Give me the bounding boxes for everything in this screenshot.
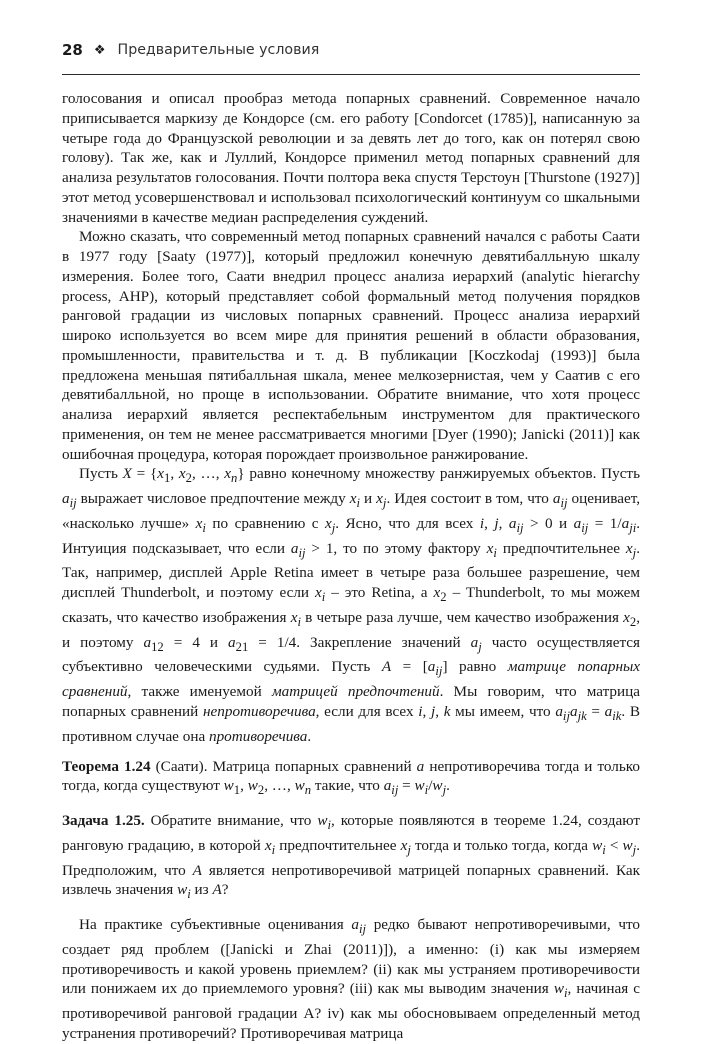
paragraph-3: Пусть $X = \{x_1$, $x_2$, …, $x_n$} равно конечному множеству ранжируемых объектов. Пусть $a_{ij}$ выражает числовое предпочтение между $x_i$ и $x_j$. Идея состоит в том, что $a_{ij}$ оценивает, «насколько лучше» $x_i$ по сравнению с $x_j$. Ясно, что для всех i, j, $a_{ij} > 0$ и $a_{ij} = 1/a_{ji}$. Интуиция подсказывает, что если $a_{ij} > 1$, то по этому фактору $x_i$ предпочтительнее $x_j$. Так, например, дисплей Apple Retina имеет в четыре раза большее разрешение, чем дисплей Thunderbolt, и поэтому если $x_i$ – это Retina, а $x_2$ – Thunderbolt, то мы можем сказать, что качество изображения $x_i$ в четыре раза лучше, чем качество изображения $x_2$, и поэтому $a_{12} = 4$ и $a_{21} = 1/4$. Закрепление значений $a_j$ часто осуществляется субъективно человеческими судьями. Пусть $A = [a_{ij}]$ равно матрице попарных сравнений, также именуемой матрицей предпочтений. Мы говорим, что матрица попарных сравнений непротиворечива, если для всех i, j, k мы имеем, что $a_{ij}a_{jk} = a_{ik}$. В противном случае она противоречива. [62, 465, 641, 745]
paragraph-4: На практике субъективные оценивания $a_{ij}$ редко бывают непротиворечивыми, что создает ряд проблем ([Janicki и Zhai (2011)]), а именно: (i) как мы измеряем противоречивость и какой уровень приемлем? (ii) как мы устраняем противоречивости или понижаем их до приемлемого уровня? (iii) как мы выводим значения $w_i$, начиная с противоречивой ранговой градации A? iv) как мы обосновываем определенный метод устранения противоречий? Противоречивая матрица [62, 916, 641, 1042]
paragraph-2: Можно сказать, что современный метод попарных сравнений начался с работы Саати в 1977 году [Saaty (1977)], который предложил конечную девятибалльную шкалу измерения. Более того, Саати внедрил процесс анализа иерархий (analytic hierarchy process, AHP), который представляет собой формальный метод получения порядков ранговой градации из числовых попарных сравнений. Процесс анализа иерархий широко используется во всем мире для принятия решений в области образования, промышленности, правительства и т. д. В публикации [Koczkodaj (1993)] была предложена меньшая пятибалльная шкала, менее мелкозернистая, чем у Саатив с его девятибалльной, но проще в использовании. Обратите внимание, что хотя процесс анализа иерархий является респектабельным инструментом для практического применения, он тем не менее рассматривается многими [Dyer (1990); Janicki (2011)] как ошибочная процедура, которая порождает произвольное ранжирование. [62, 228, 640, 463]
page-body [62, 89, 640, 1044]
running-header [62, 31, 640, 75]
book-page [0, 31, 702, 1042]
section-title: Предварительные условия [117, 41, 320, 58]
theorem-label: Теорема 1.24 [62, 757, 151, 775]
problem-label: Задача 1.25. [62, 812, 145, 830]
problem-1-25: Задача 1.25. Обратите внимание, что $w_i$, которые появляются в теореме 1.24, создают ранговую градацию, в которой $x_i$ предпочтительнее $x_j$ тогда и только тогда, когда $w_i < w_j$. Предположим, что A является непротиворечивой матрицей попарных сравнений. Как извлечь значения $w_i$ из A? [62, 812, 641, 902]
page-number: 28 [62, 40, 83, 59]
theorem-1-24: Теорема 1.24 (Саати). Матрица попарных сравнений a непротиворечива тогда и только тогда, когда существуют $w_1$, $w_2$, …, $w_n$ такие, что $a_{ij} = w_i/w_j$. [62, 757, 640, 798]
paragraph-1: голосования и описал прообраз метода попарных сравнений. Современное начало приписывается маркизу де Кондорсе (см. его работу [Condorcet (1785)], написанную за четыре года до Французской революции и за девять лет до того, как он потерял свою голову). Так же, как и Луллий, Кондорсе применил метод попарных сравнений для анализа результатов голосования. Почти полтора века спустя Терстоун [Thurstone (1927)] этот метод усовершенствовал и использовал психологический континуум со шкальными значениями в качестве медиан распределения суждений. [62, 90, 640, 226]
ornament-icon: ❖ [93, 42, 106, 58]
